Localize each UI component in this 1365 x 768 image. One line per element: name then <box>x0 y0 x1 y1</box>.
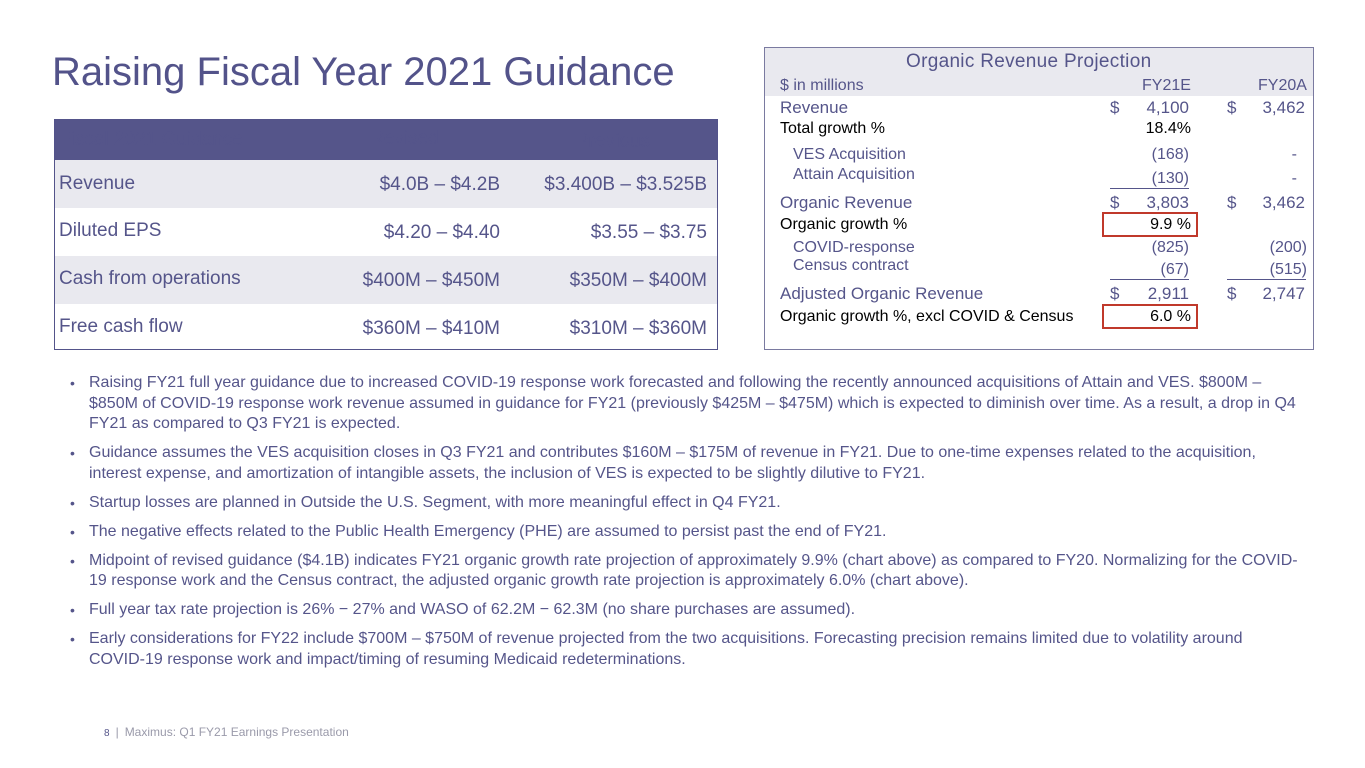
projection-adjusted-growth-label: Organic growth %, excl COVID & Census <box>780 308 1074 325</box>
bullet-text: Raising FY21 full year guidance due to increased COVID-19 response work forecasted and following the recently announced acquisitions of Attain and VES. $800M – $850M of COVID-19 response work revenue assumed in guidance for FY21 (previously $425M – $475M) which is expected to diminish over time. As a result, a drop in Q4 FY21 as compared to Q3 FY21 is expected. <box>89 374 1296 432</box>
projection-organic-revenue-cur1: $ <box>1110 193 1120 212</box>
projection-census-fy20: (515) <box>1269 261 1307 278</box>
guidance-row-revised: $4.20 – $4.40 <box>383 222 500 243</box>
guidance-row-label: Revenue <box>59 173 136 194</box>
projection-underline <box>1227 279 1306 280</box>
bullet-item <box>70 551 1300 592</box>
projection-covid-fy20: (200) <box>1269 239 1307 256</box>
guidance-row-revised: $4.0B – $4.2B <box>379 174 500 195</box>
projection-organic-growth-fy21: 9.9 % <box>1150 216 1191 233</box>
guidance-header-previous: Previous <box>576 131 650 152</box>
projection-underline <box>1110 188 1189 189</box>
slide-footer <box>104 725 349 739</box>
projection-revenue-fy20: 3,462 <box>1262 98 1305 117</box>
guidance-row-fcf <box>55 304 717 349</box>
bullet-marker: • <box>70 631 75 647</box>
guidance-row-label: Diluted EPS <box>59 220 162 241</box>
projection-attain-fy21: (130) <box>1151 170 1189 187</box>
bullet-item <box>70 493 1300 514</box>
projection-census-label: Census contract <box>793 257 909 274</box>
bullet-marker: • <box>70 523 75 540</box>
projection-organic-revenue-fy21: 3,803 <box>1146 193 1189 212</box>
guidance-header-label: Fiscal 2021 Guidance <box>59 129 243 150</box>
bullet-item <box>70 373 1300 435</box>
projection-ves-label: VES Acquisition <box>793 146 906 163</box>
bullet-item <box>70 522 1300 543</box>
projection-ves-fy21: (168) <box>1151 146 1189 163</box>
projection-attain-fy20: - <box>1291 170 1297 187</box>
bullet-marker: • <box>70 494 75 511</box>
projection-organic-revenue-fy20: 3,462 <box>1262 193 1305 212</box>
projection-revenue-label: Revenue <box>780 98 849 117</box>
bullet-item <box>70 629 1300 670</box>
guidance-row-revenue <box>55 160 717 208</box>
projection-adjusted-fy20: 2,747 <box>1262 284 1305 303</box>
guidance-row-label: Cash from operations <box>59 268 241 289</box>
projection-ves-fy20: - <box>1291 146 1297 163</box>
projection-covid-fy21: (825) <box>1151 239 1189 256</box>
guidance-row-previous: $3.55 – $3.75 <box>590 222 707 243</box>
bullet-list <box>70 373 1300 679</box>
bullet-item <box>70 600 1300 621</box>
guidance-header-row <box>55 120 717 160</box>
projection-organic-revenue-cur2: $ <box>1227 193 1237 212</box>
projection-total-growth-label: Total growth % <box>780 120 885 137</box>
projection-adjusted-label: Adjusted Organic Revenue <box>780 284 984 303</box>
projection-census-fy21: (67) <box>1160 261 1189 278</box>
page-number: 8 <box>104 728 110 739</box>
projection-units: $ in millions <box>780 77 864 94</box>
guidance-row-revised: $360M – $410M <box>362 318 500 339</box>
footer-separator: | <box>115 725 119 739</box>
projection-total-growth-fy21: 18.4% <box>1145 120 1191 137</box>
bullet-text: Full year tax rate projection is 26% − 27% and WASO of 62.2M − 62.3M (no share purchases are assumed). <box>89 601 856 618</box>
guidance-row-label: Free cash flow <box>59 316 183 337</box>
bullet-marker: • <box>70 375 75 391</box>
projection-covid-label: COVID-response <box>793 239 915 256</box>
bullet-text: Midpoint of revised guidance ($4.1B) indicates FY21 organic growth rate projection of approximately 9.9% (chart above) as compared to FY20. Normalizing for the COVID-19 response work and the Census contract, the adjusted organic growth rate projection is approximately 6.0% (chart above). <box>89 551 1298 589</box>
guidance-row-previous: $350M – $400M <box>569 270 707 291</box>
projection-revenue-cur2: $ <box>1227 98 1237 117</box>
bullet-item <box>70 443 1300 484</box>
slide-title: Raising Fiscal Year 2021 Guidance <box>52 50 675 94</box>
organic-revenue-projection <box>764 47 1314 350</box>
bullet-marker: • <box>70 445 75 461</box>
bullet-text: Early considerations for FY22 include $700M – $750M of revenue projected from the two acquisitions. Forecasting precision remains limited due to volatility around COVID-19 response work and impact/timing of resuming Medicaid redeterminations. <box>89 630 1243 668</box>
projection-organic-revenue-label: Organic Revenue <box>780 193 913 212</box>
projection-underline <box>1110 279 1189 280</box>
projection-revenue-cur1: $ <box>1110 98 1120 117</box>
projection-adjusted-cur2: $ <box>1227 284 1237 303</box>
projection-adjusted-growth-fy21: 6.0 % <box>1150 308 1191 325</box>
guidance-header-revised: Revised <box>370 128 439 149</box>
guidance-row-eps <box>55 208 717 256</box>
guidance-row-revised: $400M – $450M <box>362 270 500 291</box>
guidance-row-previous: $3.400B – $3.525B <box>544 174 707 195</box>
projection-col-fy20a: FY20A <box>1258 77 1307 94</box>
projection-adjusted-fy21: 2,911 <box>1147 284 1189 303</box>
bullet-text: Startup losses are planned in Outside the U.S. Segment, with more meaningful effect in Q4 FY21. <box>89 493 781 511</box>
projection-col-fy21e: FY21E <box>1142 77 1191 94</box>
projection-adjusted-cur1: $ <box>1110 284 1120 303</box>
footer-text: Maximus: Q1 FY21 Earnings Presentation <box>124 725 349 739</box>
projection-attain-label: Attain Acquisition <box>793 166 915 183</box>
bullet-marker: • <box>70 552 75 569</box>
projection-organic-growth-label: Organic growth % <box>780 216 908 233</box>
guidance-row-cash-ops <box>55 256 717 304</box>
projection-title: Organic Revenue Projection <box>906 51 1152 72</box>
guidance-table <box>54 119 718 350</box>
projection-revenue-fy21: 4,100 <box>1146 98 1189 117</box>
bullet-marker: • <box>70 602 75 618</box>
bullet-text: The negative effects related to the Public Health Emergency (PHE) are assumed to persist past the end of FY21. <box>89 522 887 540</box>
guidance-row-previous: $310M – $360M <box>569 318 707 339</box>
bullet-text: Guidance assumes the VES acquisition closes in Q3 FY21 and contributes $160M – $175M of revenue in FY21. Due to one-time expenses related to the acquisition, interest expense, and amortization of intangible assets, the inclusion of VES is expected to be slightly dilutive to FY21. <box>89 444 1256 482</box>
